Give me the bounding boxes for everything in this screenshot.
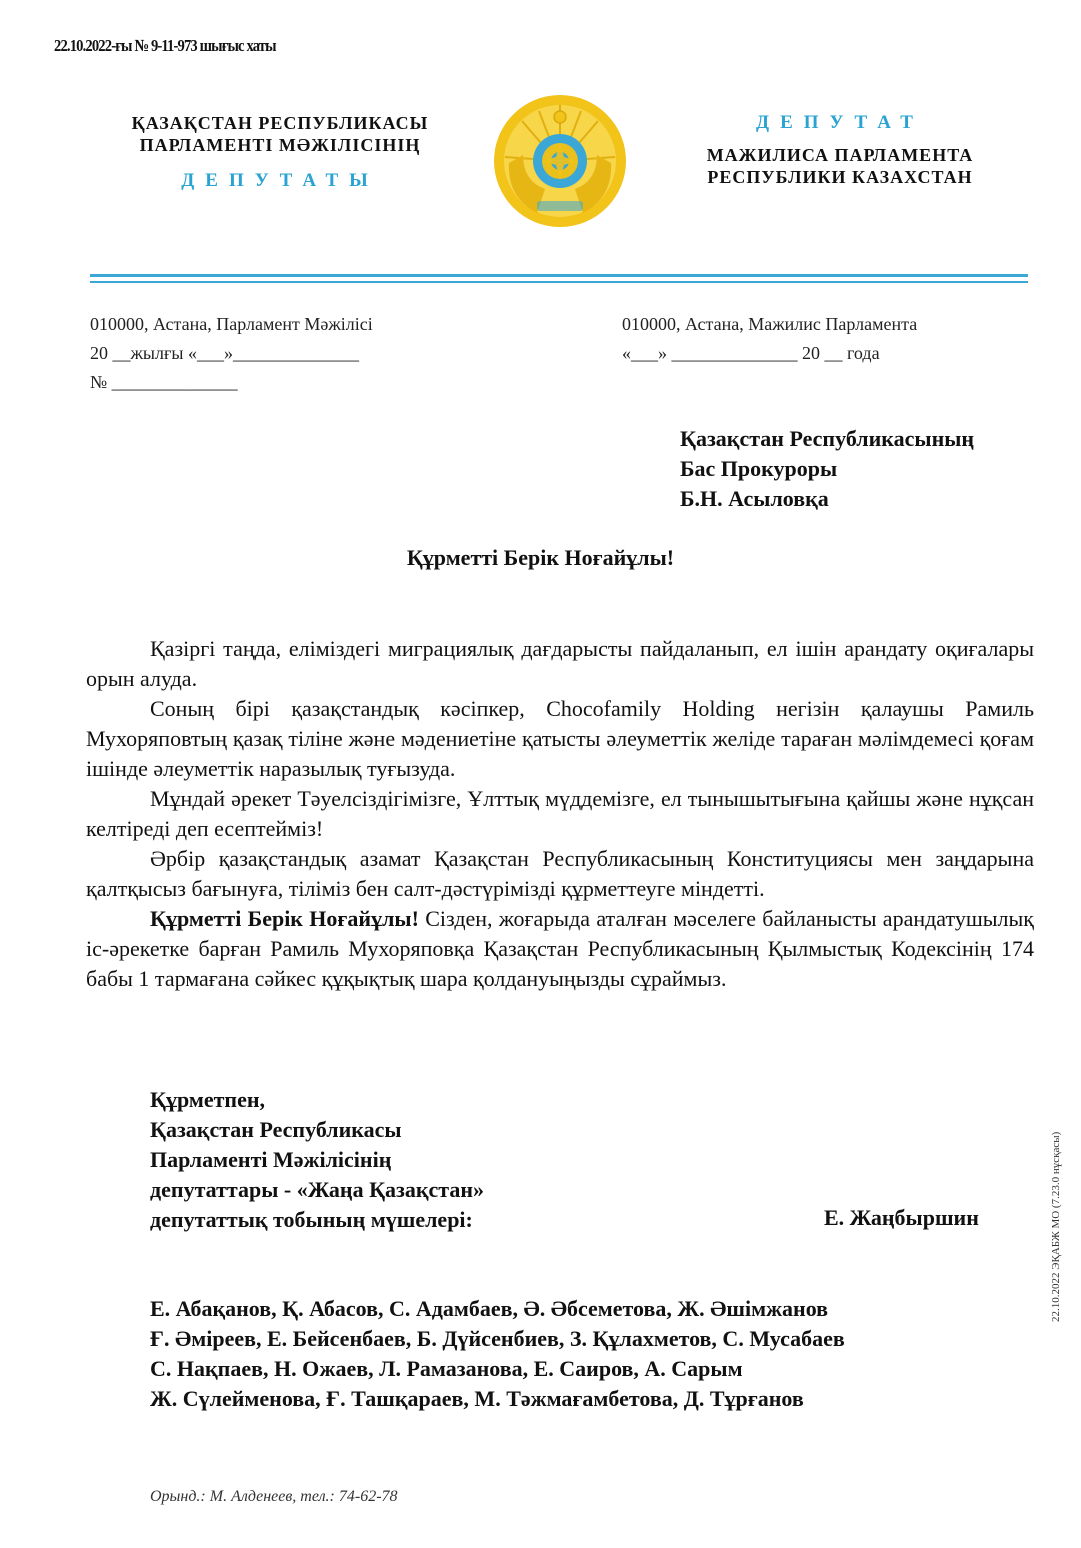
header-divider-top: [90, 274, 1028, 277]
header-right-line2: РЕСПУБЛИКИ КАЗАХСТАН: [707, 167, 973, 187]
recipient-line3: Б.Н. Асыловқа: [680, 486, 829, 511]
header-left: [100, 112, 460, 192]
body-paragraph-5-request: Сізден, жоғарыда аталған мәселеге байланысты арандатушылық іс-әрекетке барған Рамиль Мухоряповқа Қазақстан Республикасының Қылмыстық Кодексінің 174 бабы 1 тармағана сәйкес құқықтық шара қолдануыңызды сұраймыз.: [86, 906, 1034, 991]
address-right-line2: «___» ______________ 20 __ года: [622, 343, 880, 363]
signer-name: Е. Жаңбыршин: [824, 1205, 979, 1230]
closing-block: [150, 1085, 484, 1235]
closing-line4: депутаттары - «Жаңа Қазақстан»: [150, 1177, 485, 1202]
header-divider-bottom: [90, 281, 1028, 283]
address-right-line1: 010000, Астана, Мажилис Парламента: [622, 314, 918, 334]
closing-line2: Қазақстан Республикасы: [150, 1117, 402, 1142]
kazakhstan-emblem-icon: [489, 93, 631, 229]
closing-line5: депутаттық тобының мүшелері:: [150, 1207, 473, 1232]
body-paragraph-3: Мұндай әрекет Тәуелсіздігімізге, Ұлттық мүддемізге, ел тынышытығына қайшы және нұқсан келтіреді деп есептейміз!: [86, 786, 1034, 841]
member-line-4: Ж. Сүлейменова, Ғ. Ташқараев, М. Тәжмағамбетова, Д. Тұрғанов: [150, 1386, 804, 1411]
address-left-line1: 010000, Астана, Парламент Мәжілісі: [90, 314, 373, 334]
closing-line1: Құрметпен,: [150, 1087, 266, 1112]
address-block-kazakh: [90, 310, 373, 397]
member-line-1: Е. Абақанов, Қ. Абасов, С. Адамбаев, Ә. Әбсеметова, Ж. Әшімжанов: [150, 1296, 829, 1321]
header-right-deputy: ДЕПУТАТ: [756, 112, 924, 133]
closing-line3: Парламенті Мәжілісінің: [150, 1147, 392, 1172]
header-left-line1: ҚАЗАҚСТАН РЕСПУБЛИКАСЫ: [131, 113, 429, 133]
body-paragraph-4: Әрбір қазақстандық азамат Қазақстан Республикасының Конституциясы мен заңдарына қалтқысыз бағынуға, тіліміз бен салт-дәстүрімізді құрметтеугe міндетті.: [86, 846, 1034, 901]
body-paragraph-2: Соның бірі қазақстандық кәсіпкер, Chocofamily Holding негізін қалаушы Рамиль Мухоряповтың қазақ тіліне және мәдениетіне қатысты әлеуметтік желіде тараған мәлімдемесі қоғам ішінде әлеуметтік наразылық туғызуда.: [86, 696, 1034, 781]
recipient-line2: Бас Прокуроры: [680, 456, 838, 481]
body-paragraph-1: Қазіргі таңда, еліміздегі миграциялық дағдарысты пайдаланып, ел ішін арандату оқиғалары орын алуда.: [86, 636, 1034, 691]
address-block-russian: [622, 310, 917, 368]
header-right: [670, 112, 1010, 188]
letter-body: [86, 634, 1034, 994]
recipient-line1: Қазақстан Республикасының: [680, 426, 975, 451]
header-left-line2: ПАРЛАМЕНТІ МӘЖІЛІСІНІҢ: [139, 135, 421, 155]
header-right-line1: МАЖИЛИСА ПАРЛАМЕНТА: [706, 145, 974, 165]
address-left-line2: 20 __жылғы «___»______________: [90, 343, 359, 363]
recipient-block: [680, 424, 974, 514]
side-registration-stamp: 22.10.2022 ЭҚАБЖ МО (7.23.0 нұсқасы): [1050, 1131, 1062, 1322]
member-line-3: С. Нақпаев, Н. Ожаев, Л. Рамазанова, Е. Саиров, А. Сарым: [150, 1356, 743, 1381]
body-paragraph-5: [86, 904, 1034, 994]
document-reference: 22.10.2022-ғы № 9-11-973 шығыс хаты: [54, 36, 276, 55]
body-paragraph-5-address: Құрметті Берік Ноғайұлы!: [150, 906, 419, 931]
member-line-2: Ғ. Әміреев, Е. Бейсенбаев, Б. Дүйсенбиев, З. Құлахметов, С. Мусабаев: [150, 1326, 845, 1351]
greeting: Құрметті Берік Ноғайұлы!: [406, 545, 675, 570]
header-left-deputy: ДЕПУТАТЫ: [181, 170, 379, 191]
member-list: [150, 1294, 845, 1414]
executor-note: Орынд.: М. Алденеев, тел.: 74-62-78: [150, 1488, 398, 1505]
address-left-line3: № ______________: [90, 372, 238, 392]
